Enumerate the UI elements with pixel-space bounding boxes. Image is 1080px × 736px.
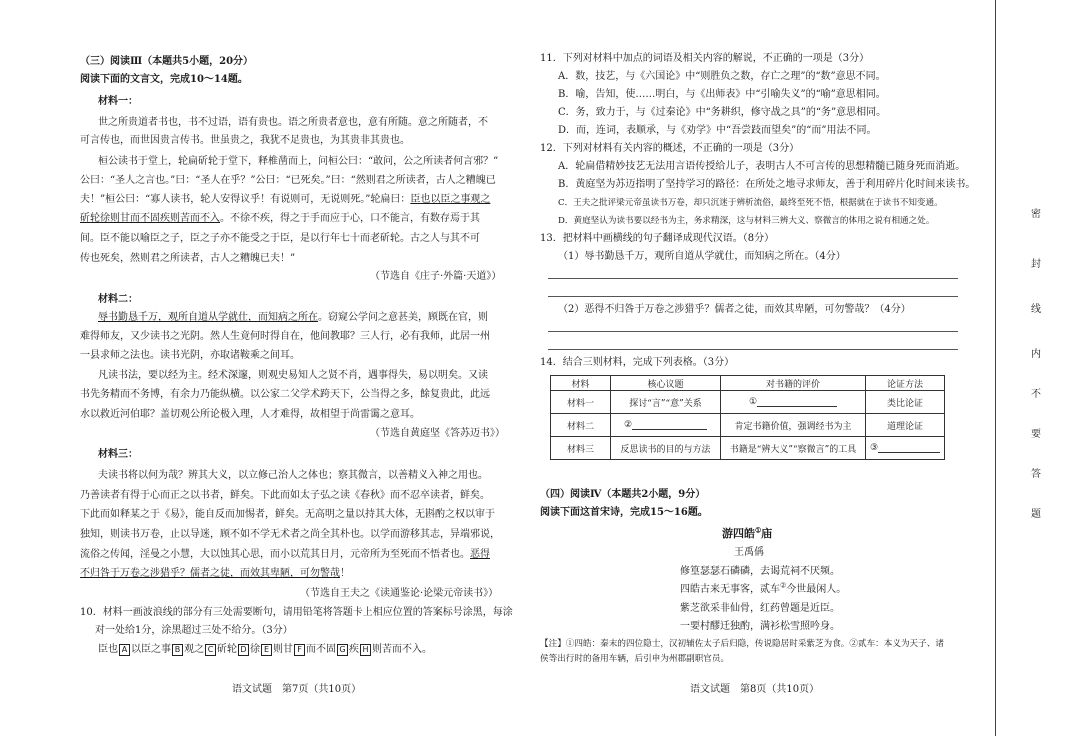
poem-line: 一要村醪迁独酌，满衫松雪照吟身。 [680,621,840,632]
table-row [551,391,945,414]
seal-char: 线 [1031,304,1041,315]
table-header-cell: 论证方法 [866,376,945,391]
q10-seg: 臣也 [98,644,118,655]
poem-title-end: 庙 [761,527,773,540]
answer-line[interactable] [548,278,958,279]
m3-source: （节选自王夫之《读通鉴论·论梁元帝读书》） [300,588,499,599]
m1-line: 世之所贵道者书也，书不过语，语有贵也。语之所贵者意也，意有所随。意之所随者，不 [98,117,488,128]
poem-note: 侯等出行时的备用车辆，后引申为州郡副职官员。 [540,654,730,664]
q11-option-a[interactable]: A．数，技艺，与《六国论》中“则胜负之数，存亡之理”的“数”意思不同。 [558,71,886,82]
q12-stem: 12．下列对材料有关内容的概述，不正确的一项是（3分） [540,143,800,154]
footer-right: 语文试题 第8页（共10页） [690,684,820,695]
poem-line-text: 今世最闲人。 [786,584,847,595]
m3-line: 下此而如释某之于《易》，能自反而加惕者，鲜矣。无高明之量以持其大体，无斟酌之权以审于 [80,509,495,520]
m1-wavy-underline-2: 斫轮徐则甘而不固疾则苦而不入 [80,213,220,224]
m2-source: （节选自黄庭坚《答苏迈书》） [370,428,505,439]
seal-char: 答 [1031,469,1041,480]
table-cell: 反思读书的目的与方法 [611,437,721,460]
m1-line-rest: 。不徐不疾，得之于手而应于心，口不能言，有数存焉于其 [220,213,480,224]
m1-line: 可言传也，而世因贵言传书。世虽贵之，我犹不足贵也，为其贵非其贵也。 [80,135,410,146]
footer-left: 语文试题 第7页（共10页） [232,684,362,695]
q10-option-d[interactable]: D [238,644,249,656]
m1-source: （节选自《庄子·外篇·天道》） [370,271,502,282]
fill-blank[interactable] [757,406,837,407]
q10-option-e[interactable]: E [261,644,272,656]
poem-title-text: 游四皓 [722,527,755,540]
m3-line: 独知，则读书万卷，止以导迷，顾不如不学无术者之尚全其朴也。以学而游移其志，异端邪说， [80,529,500,540]
poem-line-text: 四皓古来无事客，贰车 [680,584,780,595]
blank-marker: ③ [869,443,879,453]
q13-stem: 13．把材料中画横线的句子翻译成现代汉语。（8分） [540,233,775,244]
binding-line [995,0,996,736]
q10-option-h[interactable]: H [360,644,371,656]
fill-blank[interactable] [878,452,940,453]
q10-seg: 徐 [250,644,260,655]
q10-seg: 则甘 [273,644,293,655]
m1-line [80,212,480,226]
material-1-title: 材料一： [98,96,138,107]
q13-part1: （1）辱书勤恳千万，观所自道从学就仕，而知病之所在。（4分） [558,251,846,262]
section-title-3: （三）阅读Ⅲ（本题共5小题，20分） [80,56,254,67]
q10-option-c[interactable]: C [205,644,216,656]
q11-option-b[interactable]: B．喻，告知，使……明白，与《出师表》中“引喻失义”的“喻”意思相同。 [558,89,886,100]
q10-option-a[interactable]: A [119,644,130,656]
m2-line [98,311,488,325]
q10-seg: 则苦而不入。 [372,644,432,655]
q10-seg: 以臣之事 [131,644,171,655]
q11-stem: 11．下列对材料中加点的词语及相关内容的解说，不正确的一项是（3分） [540,53,870,64]
q10-option-g[interactable]: G [337,644,348,656]
q12-option-d[interactable]: D．黄庭坚认为读书要以经书为主，务求精深，这与材料三辨大义、察微言的体用之说有相通之处。 [558,216,935,226]
poem-line: 修篁瑟瑟石磷磷，去谒荒祠不厌频。 [680,566,840,577]
m1-line: 桓公读书于堂上，轮扁斫轮于堂下，释椎凿而上，问桓公曰：“敢问，公之所读者何言邪？” [98,156,499,167]
m3-line-rest: ！ [340,568,350,579]
q10-seg: 而不固 [306,644,336,655]
m3-line-text: 流俗之传闻，淫曼之小慧，大以蚀其心思，而小以荒其日月，元帝所为至死而不悟者也。 [80,549,470,560]
q14-stem: 14．结合三则材料，完成下列表格。（3分） [540,357,735,368]
q11-option-c[interactable]: C．务，致力于，与《过秦论》中“务耕织，修守战之具”的“务”意思相同。 [558,107,887,118]
answer-line[interactable] [548,296,958,297]
table-cell: 材料二 [551,414,611,437]
table-header-cell: 对书籍的评价 [721,376,866,391]
m1-line: 传也死矣，然则君之所读者，古人之糟魄已夫！” [80,253,296,264]
m1-line: 间。臣不能以喻臣之子，臣之子亦不能受之于臣，是以行年七十而老斫轮。古之人与其不可 [80,233,480,244]
instruction-4: 阅读下面这首宋诗，完成15～16题。 [540,507,708,518]
blank-marker: ② [623,420,633,430]
seal-char: 内 [1031,349,1041,360]
q12-option-b[interactable]: B．黄庭坚为苏迈指明了坚持学习的路径：在所处之地寻求师友，善于利用碎片化时间来读书。 [558,179,976,190]
table-row [551,414,945,437]
q10-seg: 观之 [184,644,204,655]
m3-line: 乃善读者有得于心而正之以书者，鲜矣。下此而如太子弘之读《春秋》而不忍卒读者，鲜矣。 [80,490,490,501]
fill-blank[interactable] [632,429,707,430]
m3-line [80,567,350,581]
q10-line2: 对一处给1分，涂黑超过三处不给分。（3分） [95,625,293,636]
m2-line: 凡读书法，要以经为主。经术深邃，则观史易知人之贤不肖，遇事得失，易以明矣。又读 [98,370,488,381]
seal-char: 不 [1031,389,1041,400]
q12-option-a[interactable]: A．轮扁借精妙技艺无法用言语传授给儿子，表明古人不可言传的思想精髓已随身死而消逝。 [558,161,966,172]
table-cell-blank-1[interactable] [721,391,866,414]
q10-seg: 斫轮 [217,644,237,655]
blank-marker: ① [748,397,758,407]
poem-note: 【注】①四皓：秦末的四位隐士，汉初辅佐太子后归隐，传说隐居时采紫芝为食。②贰车：本义为天子、诸 [540,639,944,649]
table-cell: 材料一 [551,391,611,414]
m1-line: 公曰：“圣人之言也。”曰：“圣人在乎？”公曰：“已死矣。”曰：“然则君之所读者，古人之糟魄已 [80,175,496,186]
q10-sentence [98,643,432,657]
m3-underline-2: 不归咎于万卷之涉猎乎？儒者之徒，而效其卑陋，可勿警哉 [80,568,340,579]
table-header-cell: 核心议题 [611,376,721,391]
q10-option-b[interactable]: B [172,644,183,656]
instruction-3: 阅读下面的文言文，完成10～14题。 [80,74,248,85]
material-3-title: 材料三： [98,449,138,460]
q10-option-f[interactable]: F [294,644,305,656]
m3-line [80,548,490,562]
m2-line: 难得师友，又少读书之光阴。然人生竟何时得自在，他间教耶？三人行，必有我师，此居一州 [80,331,490,342]
poem-note-mark: ② [780,581,787,590]
m3-line: 夫读书将以何为哉？辨其大义，以立修己治人之体也；察其微言，以善精义入神之用也。 [98,470,488,481]
seal-char: 密 [1031,209,1041,220]
q10-seg: 疾 [349,644,359,655]
q12-option-c[interactable]: C．王夫之批评梁元帝虽读书万卷，却只沉迷于辨析流俗，最终至死不悟，根据就在于读书不知变通。 [558,198,943,208]
seal-char: 题 [1031,509,1041,520]
table-cell-blank-3[interactable] [866,437,945,460]
m1-line-text: 夫！”桓公曰：“寡人读书，轮人安得议乎！有说则可，无说则死。”轮扁曰： [80,194,411,205]
table-cell: 道理论证 [866,414,945,437]
seal-char: 要 [1031,429,1041,440]
poem-line [680,580,846,595]
m2-line: 水以救近河伯耶？盖切观公所论极入理，人才难得，故相望于尚雷霭之意耳。 [80,409,420,420]
page-left [0,0,530,736]
m1-wavy-underline-1: 臣也以臣之事观之 [410,194,491,205]
m2-line: 书先务精而不务博，有余力乃能纵横。以公家二父学术跨天下，公当得之多，餘复贵此，此远 [80,389,490,400]
q13-part2: （2）恶得不归咎于万卷之涉猎乎？儒者之徒，而效其卑陋，可勿警哉？（4分） [558,304,911,315]
answer-line[interactable] [548,349,958,350]
seal-char: 封 [1031,259,1041,270]
table-header-row [551,376,945,391]
m2-line-rest: 。窃窥公学问之意甚美，顾既在官，则 [318,312,488,323]
m2-line: 一县求师之法也。读书光阴，亦取诸鞍乘之间耳。 [80,350,300,361]
poem-title [722,525,772,541]
poem-line: 紫芝欲采非仙骨，红药曾题是近臣。 [680,603,840,614]
table-cell: 探讨“言”“意”关系 [611,391,721,414]
table-cell: 材料三 [551,437,611,460]
table-cell: 类比论证 [866,391,945,414]
q11-option-d[interactable]: D．而，连词，表顺承，与《劝学》中“吾尝跂而望矣”的“而”用法不同。 [558,125,877,136]
m2-underline: 辱书勤恳千万，观所自道从学就仕，而知病之所在 [98,312,318,323]
table-cell: 肯定书籍价值，强调经书为主 [721,414,866,437]
table-cell-blank-2[interactable] [611,414,721,437]
answer-line[interactable] [548,331,958,332]
section-title-4: （四）阅读Ⅳ（本题共2小题，9分） [540,489,706,500]
table-row [551,437,945,460]
table-header-cell: 材料 [551,376,611,391]
m3-underline-1: 恶得 [470,549,490,560]
poem-note-mark: ① [755,525,762,535]
m1-line [80,193,490,207]
poem-author: 王禹偁 [734,547,764,558]
q14-table [550,375,945,460]
q10-line1: 10．材料一画波浪线的部分有三处需要断句，请用铅笔将答题卡上相应位置的答案标号涂黑，每涂 [80,607,513,618]
table-cell: 书籍是“辨大义”“察微言”的工具 [721,437,866,460]
material-2-title: 材料二： [98,294,138,305]
